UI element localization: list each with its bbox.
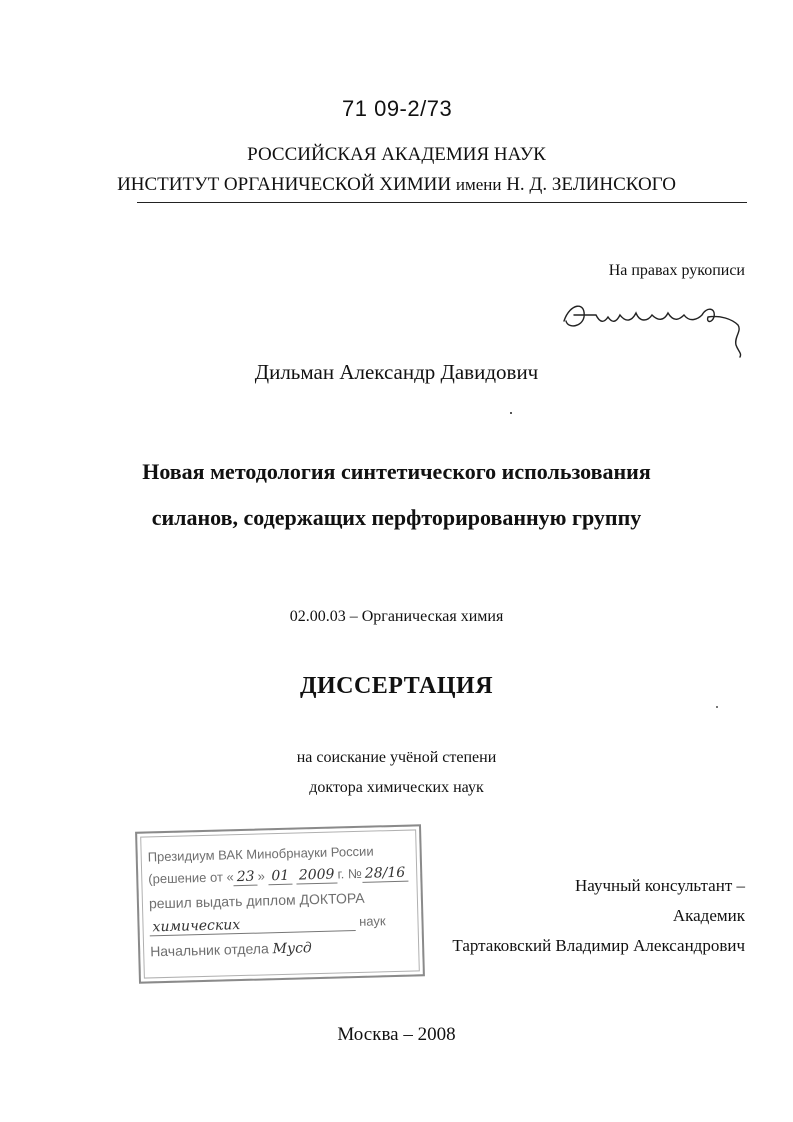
stamp-chief-line xyxy=(150,939,312,960)
city-year: Москва – 2008 xyxy=(337,1024,456,1045)
stamp-chief-label: Начальник отдела xyxy=(149,940,269,960)
degree-line2: доктора химических наук xyxy=(309,779,484,796)
consultant-rank: Академик xyxy=(672,906,745,925)
author-signature xyxy=(556,293,746,363)
degree-line1: на соискание учёной степени xyxy=(296,749,497,766)
stamp-year: 2009 xyxy=(296,866,338,884)
stamp-field-suffix: наук xyxy=(358,913,386,929)
consultant-label: Научный консультант – xyxy=(575,876,745,895)
manuscript-rights: На правах рукописи xyxy=(608,262,745,279)
stamp-field-line xyxy=(149,913,385,936)
institute-person: Н. Д. ЗЕЛИНСКОГО xyxy=(506,174,676,195)
academy-name: РОССИЙСКАЯ АКАДЕМИЯ НАУК xyxy=(247,144,546,165)
institute-imeni: имени xyxy=(455,175,502,194)
scan-speck xyxy=(716,706,718,708)
stamp-month: 01 xyxy=(268,868,292,886)
stamp-authority: Президиум ВАК Минобрнауки России xyxy=(147,843,374,865)
institute-main: ИНСТИТУТ ОРГАНИЧЕСКОЙ ХИМИИ xyxy=(117,174,452,195)
header-divider xyxy=(137,202,747,203)
stamp-number: 28/16 xyxy=(362,865,409,883)
vak-stamp xyxy=(135,824,425,983)
scan-speck xyxy=(510,412,512,414)
author-name: Дильман Александр Давидович xyxy=(254,360,539,384)
institute-name xyxy=(0,174,793,196)
stamp-day: 23 xyxy=(234,869,258,887)
stamp-field-handwritten: химических xyxy=(149,914,355,936)
stamp-award-line: решил выдать диплом ДОКТОРА xyxy=(148,889,365,912)
document-type: ДИССЕРТАЦИЯ xyxy=(299,673,494,699)
specialty-code: 02.00.03 – Органическая химия xyxy=(289,608,504,625)
archive-code: 71 09-2/73 xyxy=(342,96,453,121)
stamp-decision-line: (решение от « 23 » 01 2009 г. № 28/16 xyxy=(148,865,408,889)
stamp-year-suffix: г. № xyxy=(337,865,363,882)
dissertation-title-line2: силанов, содержащих перфторированную группу xyxy=(151,505,642,530)
stamp-chief-signature: Мусд xyxy=(272,940,313,958)
stamp-decision-prefix: (решение от « xyxy=(148,869,234,887)
consultant-name: Тартаковский Владимир Александрович xyxy=(452,936,745,955)
dissertation-title-line1: Новая методология синтетического использования xyxy=(142,459,651,484)
